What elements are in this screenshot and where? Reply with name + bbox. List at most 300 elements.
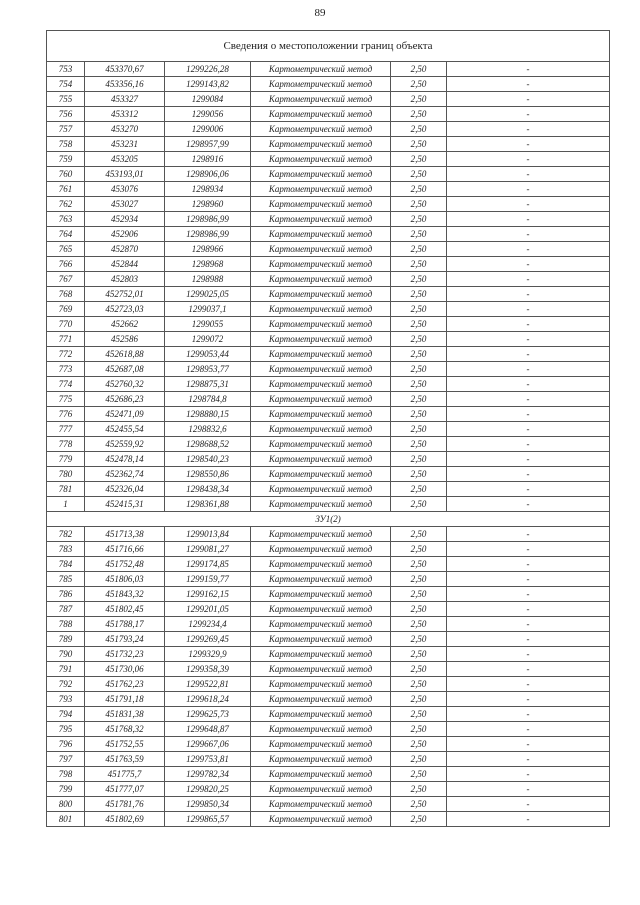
y-coordinate-cell: 1298906,06 [165,167,251,182]
accuracy-cell: 2,50 [391,92,447,107]
y-coordinate-cell: 1298361,88 [165,497,251,512]
accuracy-cell: 2,50 [391,137,447,152]
accuracy-cell: 2,50 [391,62,447,77]
table-row [47,302,610,317]
y-coordinate-cell: 1298875,31 [165,377,251,392]
description-cell: - [447,542,610,557]
method-cell: Картометрический метод [251,647,391,662]
method-cell: Картометрический метод [251,527,391,542]
point-number-cell: 795 [47,722,85,737]
description-cell: - [447,617,610,632]
table-row [47,362,610,377]
accuracy-cell: 2,50 [391,392,447,407]
y-coordinate-cell: 1298968 [165,257,251,272]
description-cell: - [447,137,610,152]
point-number-cell: 1 [47,497,85,512]
method-cell: Картометрический метод [251,692,391,707]
method-cell: Картометрический метод [251,497,391,512]
table-row [47,632,610,647]
x-coordinate-cell: 452934 [85,212,165,227]
y-coordinate-cell: 1299201,05 [165,602,251,617]
x-coordinate-cell: 453076 [85,182,165,197]
point-number-cell: 755 [47,92,85,107]
description-cell: - [447,377,610,392]
method-cell: Картометрический метод [251,167,391,182]
point-number-cell: 776 [47,407,85,422]
description-cell: - [447,647,610,662]
x-coordinate-cell: 452760,32 [85,377,165,392]
x-coordinate-cell: 452618,88 [85,347,165,362]
description-cell: - [447,167,610,182]
description-cell: - [447,107,610,122]
x-coordinate-cell: 453205 [85,152,165,167]
y-coordinate-cell: 1299850,34 [165,797,251,812]
table-row [47,437,610,452]
description-cell: - [447,407,610,422]
x-coordinate-cell: 452662 [85,317,165,332]
accuracy-cell: 2,50 [391,557,447,572]
method-cell: Картометрический метод [251,392,391,407]
table-row [47,677,610,692]
method-cell: Картометрический метод [251,752,391,767]
accuracy-cell: 2,50 [391,287,447,302]
x-coordinate-cell: 452471,09 [85,407,165,422]
table-row [47,392,610,407]
point-number-cell: 788 [47,617,85,632]
accuracy-cell: 2,50 [391,452,447,467]
x-coordinate-cell: 451752,48 [85,557,165,572]
page-number: 89 [314,7,326,19]
accuracy-cell: 2,50 [391,422,447,437]
description-cell: - [447,722,610,737]
table-title-row [47,31,610,62]
method-cell: Картометрический метод [251,737,391,752]
accuracy-cell: 2,50 [391,662,447,677]
description-cell: - [447,797,610,812]
y-coordinate-cell: 1298784,8 [165,392,251,407]
y-coordinate-cell: 1299056 [165,107,251,122]
table-row [47,197,610,212]
description-cell: - [447,287,610,302]
table-row [47,542,610,557]
method-cell: Картометрический метод [251,602,391,617]
accuracy-cell: 2,50 [391,737,447,752]
point-number-cell: 756 [47,107,85,122]
y-coordinate-cell: 1299006 [165,122,251,137]
accuracy-cell: 2,50 [391,212,447,227]
x-coordinate-cell: 452752,01 [85,287,165,302]
accuracy-cell: 2,50 [391,317,447,332]
table-row [47,752,610,767]
point-number-cell: 791 [47,662,85,677]
description-cell: - [447,122,610,137]
x-coordinate-cell: 451781,76 [85,797,165,812]
y-coordinate-cell: 1299358,39 [165,662,251,677]
y-coordinate-cell: 1298960 [165,197,251,212]
point-number-cell: 772 [47,347,85,362]
method-cell: Картометрический метод [251,482,391,497]
x-coordinate-cell: 451730,06 [85,662,165,677]
point-number-cell: 775 [47,392,85,407]
x-coordinate-cell: 451793,24 [85,632,165,647]
table-row [47,587,610,602]
y-coordinate-cell: 1299081,27 [165,542,251,557]
description-cell: - [447,587,610,602]
table-row [47,467,610,482]
y-coordinate-cell: 1299782,34 [165,767,251,782]
x-coordinate-cell: 452559,92 [85,437,165,452]
method-cell: Картометрический метод [251,677,391,692]
point-number-cell: 789 [47,632,85,647]
accuracy-cell: 2,50 [391,407,447,422]
y-coordinate-cell: 1298966 [165,242,251,257]
method-cell: Картометрический метод [251,212,391,227]
x-coordinate-cell: 451791,18 [85,692,165,707]
point-number-cell: 780 [47,467,85,482]
table-row [47,272,610,287]
y-coordinate-cell: 1299174,85 [165,557,251,572]
table-row [47,557,610,572]
table-row [47,317,610,332]
table-row [47,122,610,137]
x-coordinate-cell: 452844 [85,257,165,272]
x-coordinate-cell: 452415,31 [85,497,165,512]
accuracy-cell: 2,50 [391,782,447,797]
y-coordinate-cell: 1298986,99 [165,227,251,242]
y-coordinate-cell: 1299522,81 [165,677,251,692]
x-coordinate-cell: 451763,59 [85,752,165,767]
section-row [47,512,610,527]
method-cell: Картометрический метод [251,797,391,812]
table-row [47,767,610,782]
method-cell: Картометрический метод [251,587,391,602]
description-cell: - [447,782,610,797]
accuracy-cell: 2,50 [391,812,447,827]
description-cell: - [447,302,610,317]
method-cell: Картометрический метод [251,77,391,92]
x-coordinate-cell: 451843,32 [85,587,165,602]
point-number-cell: 800 [47,797,85,812]
section-label: ЗУ1(2) [47,512,610,527]
accuracy-cell: 2,50 [391,362,447,377]
description-cell: - [447,662,610,677]
y-coordinate-cell: 1299618,24 [165,692,251,707]
table-row [47,782,610,797]
description-cell: - [447,767,610,782]
x-coordinate-cell: 451806,03 [85,572,165,587]
table-title: Сведения о местоположении границ объекта [47,31,610,62]
table-row [47,737,610,752]
description-cell: - [447,332,610,347]
method-cell: Картометрический метод [251,557,391,572]
point-number-cell: 781 [47,482,85,497]
x-coordinate-cell: 451732,23 [85,647,165,662]
method-cell: Картометрический метод [251,542,391,557]
y-coordinate-cell: 1298953,77 [165,362,251,377]
table-row [47,152,610,167]
description-cell: - [447,392,610,407]
point-number-cell: 759 [47,152,85,167]
point-number-cell: 771 [47,332,85,347]
description-cell: - [447,707,610,722]
point-number-cell: 758 [47,137,85,152]
description-cell: - [447,272,610,287]
table-row [47,722,610,737]
table-row [47,227,610,242]
y-coordinate-cell: 1298916 [165,152,251,167]
table-row [47,167,610,182]
description-cell: - [447,62,610,77]
y-coordinate-cell: 1299648,87 [165,722,251,737]
description-cell: - [447,632,610,647]
accuracy-cell: 2,50 [391,182,447,197]
description-cell: - [447,812,610,827]
point-number-cell: 784 [47,557,85,572]
method-cell: Картометрический метод [251,632,391,647]
x-coordinate-cell: 452686,23 [85,392,165,407]
y-coordinate-cell: 1299625,73 [165,707,251,722]
x-coordinate-cell: 451775,7 [85,767,165,782]
table-row [47,707,610,722]
description-cell: - [447,452,610,467]
accuracy-cell: 2,50 [391,122,447,137]
point-number-cell: 753 [47,62,85,77]
method-cell: Картометрический метод [251,287,391,302]
accuracy-cell: 2,50 [391,767,447,782]
y-coordinate-cell: 1299234,4 [165,617,251,632]
accuracy-cell: 2,50 [391,257,447,272]
table-row [47,347,610,362]
x-coordinate-cell: 453270 [85,122,165,137]
point-number-cell: 798 [47,767,85,782]
description-cell: - [447,437,610,452]
method-cell: Картометрический метод [251,197,391,212]
table-row [47,242,610,257]
table-row [47,647,610,662]
method-cell: Картометрический метод [251,422,391,437]
method-cell: Картометрический метод [251,407,391,422]
x-coordinate-cell: 451777,07 [85,782,165,797]
y-coordinate-cell: 1299667,06 [165,737,251,752]
x-coordinate-cell: 451802,45 [85,602,165,617]
method-cell: Картометрический метод [251,122,391,137]
y-coordinate-cell: 1298988 [165,272,251,287]
point-number-cell: 782 [47,527,85,542]
x-coordinate-cell: 451768,32 [85,722,165,737]
method-cell: Картометрический метод [251,812,391,827]
method-cell: Картометрический метод [251,62,391,77]
table-row [47,77,610,92]
point-number-cell: 757 [47,122,85,137]
y-coordinate-cell: 1299269,45 [165,632,251,647]
table-row [47,257,610,272]
description-cell: - [447,602,610,617]
table-row [47,572,610,587]
accuracy-cell: 2,50 [391,227,447,242]
description-cell: - [447,692,610,707]
table-row [47,617,610,632]
description-cell: - [447,317,610,332]
y-coordinate-cell: 1298957,99 [165,137,251,152]
accuracy-cell: 2,50 [391,272,447,287]
description-cell: - [447,572,610,587]
method-cell: Картометрический метод [251,377,391,392]
point-number-cell: 760 [47,167,85,182]
accuracy-cell: 2,50 [391,437,447,452]
method-cell: Картометрический метод [251,707,391,722]
y-coordinate-cell: 1299159,77 [165,572,251,587]
method-cell: Картометрический метод [251,302,391,317]
accuracy-cell: 2,50 [391,617,447,632]
y-coordinate-cell: 1298880,15 [165,407,251,422]
description-cell: - [447,182,610,197]
x-coordinate-cell: 451831,38 [85,707,165,722]
x-coordinate-cell: 453356,16 [85,77,165,92]
table-row [47,212,610,227]
description-cell: - [447,347,610,362]
description-cell: - [447,482,610,497]
table-row [47,497,610,512]
point-number-cell: 762 [47,197,85,212]
point-number-cell: 790 [47,647,85,662]
x-coordinate-cell: 453327 [85,92,165,107]
x-coordinate-cell: 452362,74 [85,467,165,482]
x-coordinate-cell: 451762,23 [85,677,165,692]
description-cell: - [447,257,610,272]
method-cell: Картометрический метод [251,722,391,737]
x-coordinate-cell: 452586 [85,332,165,347]
method-cell: Картометрический метод [251,152,391,167]
table-row [47,92,610,107]
description-cell: - [447,227,610,242]
point-number-cell: 786 [47,587,85,602]
x-coordinate-cell: 451802,69 [85,812,165,827]
y-coordinate-cell: 1299143,82 [165,77,251,92]
x-coordinate-cell: 453312 [85,107,165,122]
description-cell: - [447,752,610,767]
description-cell: - [447,677,610,692]
method-cell: Картометрический метод [251,467,391,482]
accuracy-cell: 2,50 [391,167,447,182]
y-coordinate-cell: 1299025,05 [165,287,251,302]
table-row [47,377,610,392]
point-number-cell: 785 [47,572,85,587]
y-coordinate-cell: 1299084 [165,92,251,107]
y-coordinate-cell: 1299820,25 [165,782,251,797]
x-coordinate-cell: 452455,54 [85,422,165,437]
x-coordinate-cell: 452326,04 [85,482,165,497]
method-cell: Картометрический метод [251,572,391,587]
description-cell: - [447,212,610,227]
y-coordinate-cell: 1299037,1 [165,302,251,317]
method-cell: Картометрический метод [251,362,391,377]
method-cell: Картометрический метод [251,452,391,467]
y-coordinate-cell: 1299013,84 [165,527,251,542]
y-coordinate-cell: 1298934 [165,182,251,197]
method-cell: Картометрический метод [251,662,391,677]
table-row [47,182,610,197]
method-cell: Картометрический метод [251,347,391,362]
x-coordinate-cell: 451752,55 [85,737,165,752]
y-coordinate-cell: 1298986,99 [165,212,251,227]
method-cell: Картометрический метод [251,437,391,452]
accuracy-cell: 2,50 [391,152,447,167]
point-number-cell: 794 [47,707,85,722]
y-coordinate-cell: 1298688,52 [165,437,251,452]
method-cell: Картометрический метод [251,227,391,242]
point-number-cell: 783 [47,542,85,557]
accuracy-cell: 2,50 [391,332,447,347]
point-number-cell: 763 [47,212,85,227]
accuracy-cell: 2,50 [391,797,447,812]
y-coordinate-cell: 1298550,86 [165,467,251,482]
table-row [47,662,610,677]
accuracy-cell: 2,50 [391,107,447,122]
y-coordinate-cell: 1299226,28 [165,62,251,77]
table-row [47,692,610,707]
method-cell: Картометрический метод [251,137,391,152]
y-coordinate-cell: 1298540,23 [165,452,251,467]
x-coordinate-cell: 452870 [85,242,165,257]
description-cell: - [447,467,610,482]
point-number-cell: 797 [47,752,85,767]
description-cell: - [447,197,610,212]
description-cell: - [447,77,610,92]
table-row [47,797,610,812]
table-row [47,287,610,302]
accuracy-cell: 2,50 [391,77,447,92]
accuracy-cell: 2,50 [391,647,447,662]
point-number-cell: 774 [47,377,85,392]
table-row [47,62,610,77]
accuracy-cell: 2,50 [391,602,447,617]
point-number-cell: 796 [47,737,85,752]
point-number-cell: 793 [47,692,85,707]
table-row [47,332,610,347]
point-number-cell: 799 [47,782,85,797]
accuracy-cell: 2,50 [391,302,447,317]
point-number-cell: 764 [47,227,85,242]
x-coordinate-cell: 453027 [85,197,165,212]
point-number-cell: 754 [47,77,85,92]
accuracy-cell: 2,50 [391,197,447,212]
point-number-cell: 766 [47,257,85,272]
x-coordinate-cell: 451788,17 [85,617,165,632]
description-cell: - [447,737,610,752]
x-coordinate-cell: 452906 [85,227,165,242]
method-cell: Картометрический метод [251,257,391,272]
y-coordinate-cell: 1299053,44 [165,347,251,362]
x-coordinate-cell: 452687,08 [85,362,165,377]
x-coordinate-cell: 451716,66 [85,542,165,557]
method-cell: Картометрический метод [251,242,391,257]
table-row [47,422,610,437]
method-cell: Картометрический метод [251,782,391,797]
point-number-cell: 765 [47,242,85,257]
point-number-cell: 777 [47,422,85,437]
x-coordinate-cell: 451713,38 [85,527,165,542]
accuracy-cell: 2,50 [391,377,447,392]
accuracy-cell: 2,50 [391,632,447,647]
accuracy-cell: 2,50 [391,752,447,767]
accuracy-cell: 2,50 [391,587,447,602]
accuracy-cell: 2,50 [391,467,447,482]
table-row [47,602,610,617]
accuracy-cell: 2,50 [391,707,447,722]
point-number-cell: 773 [47,362,85,377]
description-cell: - [447,527,610,542]
accuracy-cell: 2,50 [391,347,447,362]
